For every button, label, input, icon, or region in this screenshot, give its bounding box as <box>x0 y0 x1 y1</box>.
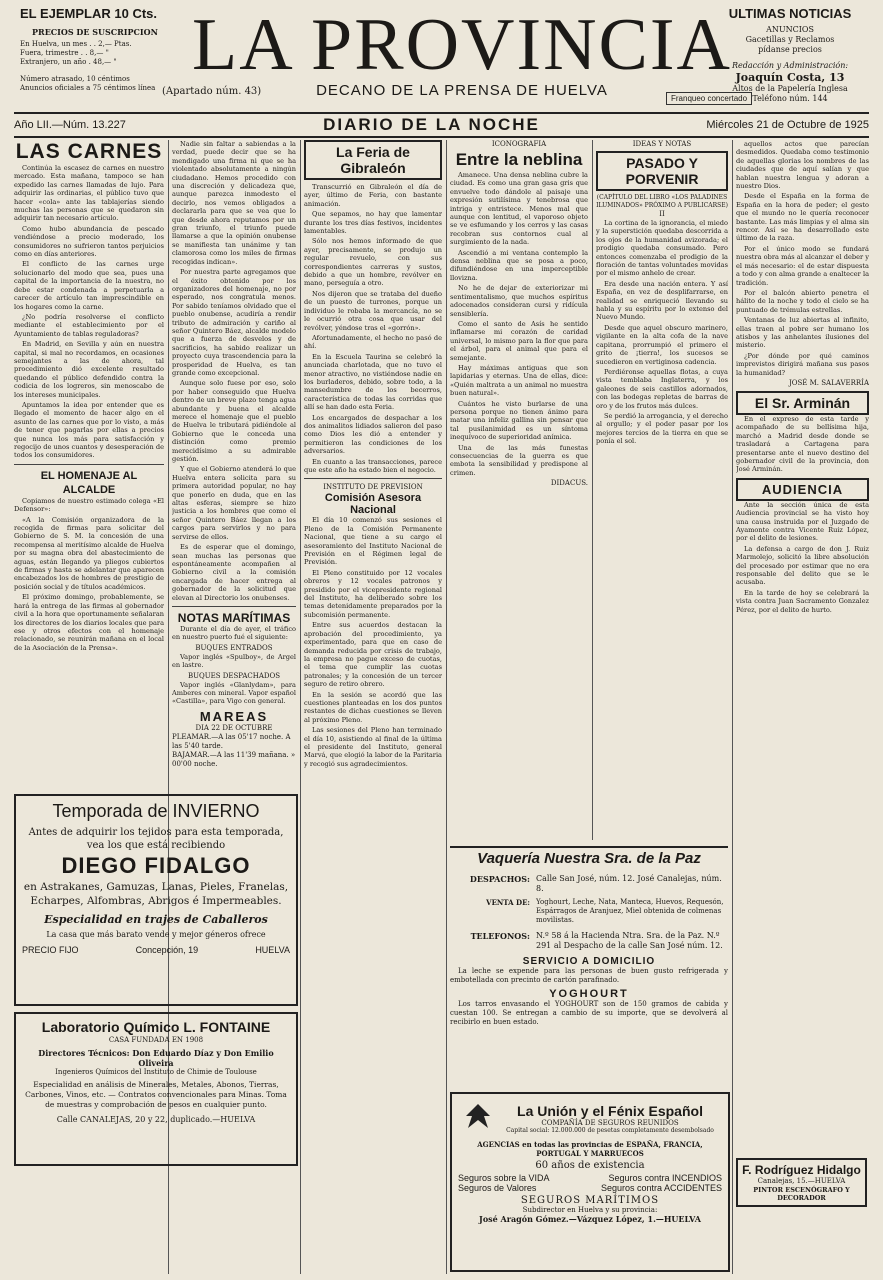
feria-headline: La Feria de Gibraleón <box>336 144 410 176</box>
yoghourt-text <box>450 1000 728 1027</box>
fontaine-directors: Directores Técnicos: Don Eduardo Díaz y Don Emilio Oliveira <box>38 1048 274 1068</box>
union-fenix-header <box>458 1098 722 1138</box>
ads-line: Gacetillas y Reclamos <box>745 35 835 44</box>
despachos-value: Calle San José, núm. 12. José Canalejas, núm. 8. <box>536 874 722 893</box>
fidalgo-price: PRECIO FIJO <box>22 945 79 955</box>
junta-article <box>304 516 442 768</box>
vaqueria-ad <box>450 846 728 1090</box>
columns <box>14 140 869 1274</box>
carnes-article <box>14 164 164 460</box>
seguro-accidentes: Seguros contra ACCIDENTES <box>600 1183 722 1193</box>
ads-price: Anuncios oficiales a 75 céntimos línea <box>20 84 156 92</box>
column-rule <box>732 140 733 1274</box>
paragraph: Cuántos he visto burlarse de una persona porque no tienen ánimo para matar una infeliz gallina sin pensar que tal pusilanimidad es un síntoma inequívoco de superioridad anímica. <box>450 399 588 442</box>
hidalgo-tagline: PINTOR ESCENÓGRAFO Y DECORADOR <box>753 1186 850 1202</box>
issue-date: Miércoles 21 de Octubre de 1925 <box>706 119 869 131</box>
pasado-note: (CAPÍTULO DEL LIBRO «LOS PALADINES ILUMINADOS» PRÓXIMO A PUBLICARSE) <box>596 194 728 209</box>
despachados-text <box>172 681 296 706</box>
fidalgo-goods: en Astrakanes, Gamuzas, Lanas, Pieles, Franelas, Echarpes, Alfombras, Abrigos é Impermeables. <box>23 881 289 907</box>
paragraph: Afortunadamente, el hecho no pasó de ahí. <box>304 333 442 351</box>
paragraph: Amanece. Una densa neblina cubre la ciudad. Es como una gran gasa gris que envuelve todo dándole al paisaje una expresión sutilísima y tenebrosa que intriga y entristece. Menos mal que aunque con lentitud, el vaporoso objeto se ve esfumando y los cerros y las casas recobran sus contornos cual al surgimiento de la nada. <box>450 171 588 247</box>
paragraph: En cuanto a las transacciones, parece que este año ha estado bien el negocio. <box>304 457 442 474</box>
paragraph: Que sepamos, no hay que lamentar durante los tres días festivos, incidentes lamentables. <box>304 210 442 236</box>
paragraph: El próximo domingo, probablemente, se hará la entrega de las firmas al gobernador civil a la hora que oportunamente señalaran los directores de los diarios locales que para ese y otros efectos con el homenaje relacionado, se reunirán mañana en el local de la Asociación de la Prensa». <box>14 593 164 652</box>
venta-label: VENTA DE: <box>486 898 530 907</box>
paragraph: En la sesión se acordó que las cuestiones planteadas en los dos puntos restantes de dichas cuestiones se lleven al próximo Pleno. <box>304 690 442 724</box>
pasado-headline: PASADO Y PORVENIR <box>625 155 699 187</box>
subscription-line: Fuera, trimestre . . 8,— " <box>20 49 109 57</box>
paragraph: El Pleno constituido por 12 vocales obreros y 12 vocales patronos y presidido por el vicepresidente regional del Instituto, ha deliberado sobre los temas detenidamente preparados por la subcomisión permanente. <box>304 568 442 619</box>
fontaine-founded: CASA FUNDADA EN 1908 <box>108 1036 204 1044</box>
masthead-right <box>715 6 865 104</box>
dateline-center: DIARIO DE LA NOCHE <box>323 115 540 134</box>
audiencia-box <box>736 478 869 501</box>
notas-intro <box>172 625 296 642</box>
entrados-heading: BUQUES ENTRADOS <box>195 643 273 652</box>
vaqueria-venta <box>450 898 728 925</box>
paragraph: En Madrid, en Sevilla y aún en nuestra capital, si mal no recordamos, en ocasiones semejantes a las de ahora, tal procedimiento dió excelente resultado quedando el público defendido contra la codicia de los logreros, sin menoscabo de los intereses municipales. <box>14 340 164 399</box>
subscription-heading: PRECIOS DE SUSCRIPCION <box>32 27 158 37</box>
paragraph: La defensa a cargo de don J. Ruiz Marmolejo, solicitó la libre absolución del procesado por estimar que no era responsable del delito que se le acusaba. <box>736 544 869 587</box>
paragraph: ¿Por dónde por qué caminos imprevistos dirigirá mañana sus pasos la humanidad? <box>736 351 869 377</box>
neblina-headline: Entre la neblina <box>455 150 583 169</box>
vaqueria-despachos <box>450 874 728 894</box>
column-5 <box>596 140 728 842</box>
paragraph: Como hubo abundancia de pescado vendiéndose a precio moderado, los consumidores no sufrieron tantos perjuicios como en días anteriores. <box>14 224 164 259</box>
carnes-headline: LAS CARNES <box>15 140 163 163</box>
union-fenix-row-2 <box>458 1183 722 1193</box>
union-fenix-row-1 <box>458 1173 722 1183</box>
paragraph: Durante el día de ayer, el tráfico en nuestro puerto fué el siguiente: <box>172 624 296 642</box>
pasado-chapter: II <box>659 210 665 218</box>
neblina-article <box>450 171 588 477</box>
paragraph: Perdiéronse aquellas flotas, a cuya vista temblaba Inglaterra, y los galeones de seis castillos adornados, con las bodegas repletas de barras de oro y de los frutos más dulces. <box>596 367 728 410</box>
divider <box>304 478 442 479</box>
homenaje-continued <box>172 140 296 602</box>
paragraph: Era desde una nación entera. Y así España, en vez de desplifarrarse, en realidad se enriqueció llevando su habla y su espíritu por lo extenso del Nuevo Mundo. <box>596 279 728 322</box>
seguro-valores: Seguros de Valores <box>458 1183 537 1193</box>
audiencia-headline: AUDIENCIA <box>761 481 844 497</box>
fidalgo-city: HUELVA <box>255 945 290 955</box>
column-3 <box>304 140 442 1274</box>
hidalgo-address: Canalejas, 15.—HUELVA <box>757 1177 846 1185</box>
fontaine-services: Especialidad en análisis de Minerales, Metales, Abonos, Tierras, Carbones, Vinos, etc. — Contratos convencionales para Minas. Toma de muestras y comprobación de pesos en cualquier punto. <box>25 1080 287 1109</box>
paragraph: Aunque solo fuese por eso, solo por haber conseguido que Huelva dentro de un breve plazo tenga agua abundante y buena el alcalde merece el homenaje que el pueblo de Huelva le tributará pidiéndole al Gobierno que le conceda una distinción como premio merecidísimo a su admirable gestión. <box>172 379 296 464</box>
vaqueria-leche <box>450 967 728 985</box>
paragraph: Copiamos de nuestro estimado colega «El Defensor»: <box>14 496 164 514</box>
column-rule <box>592 140 593 840</box>
paragraph: El conflicto de las carnes urge solucionarlo del modo que sea, pues una capital de la importancia de la nuestra, no debe estar condenada a perpetuarla a carecer de artículo tan imprescindible en los hogares como la carne. <box>14 260 164 311</box>
arminan-headline: El Sr. Arminán <box>754 394 851 411</box>
paragraph: Continúa la escasez de carnes en nuestro mercado. Esta mañana, tampoco se han expedido las carnes llamadas de lujo. Para adquirir las ordinarias, el público tuvo que hacer «cola» ante las tablajerías siendo muchas las personas que se quedaron sin adquirir tan necesario artículo. <box>14 164 164 223</box>
franqueo-stamp: Franqueo concertado <box>666 92 752 105</box>
fidalgo-cheap: La casa que más barato vende y mejor géneros ofrece <box>46 930 266 939</box>
hidalgo-ad <box>736 1158 867 1207</box>
union-fenix-years: 60 años de existencia <box>535 1160 645 1171</box>
union-fenix-agencias: AGENCIAS en todas las provincias de ESPAÑA, FRANCIA, PORTUGAL Y MARRUECOS <box>477 1140 703 1158</box>
paragraph: En la Escuela Taurina se celebró la anunciada charlotada, que no tuvo el menor atractivo, no vistiéndose nadie en los burladeros, debido, sobre todo, a la mansedumbre de los becerros, característica de todas las corridas que allí se han dado esta Feria. <box>304 352 442 412</box>
seguro-vida: Seguros sobre la VIDA <box>458 1173 550 1183</box>
fontaine-address: Calle CANALEJAS, 20 y 22, duplicado.—HUELVA <box>56 1115 256 1124</box>
paragraph: Entre sus acuerdos destacan la aprobación del procedimiento, ya experimentado, para que en caso de demanda reducida por crisis de trabajo, la empresa no pague exceso de cuotas, el tema que cumplir las cuotas patronales; y la concesión de un tercer seguro de retiro obrero. <box>304 621 442 689</box>
pasado-continued <box>736 140 869 377</box>
paragraph: Las sesiones del Pleno han terminado el día 10, asistiendo al final de la última el presidente del Instituto, general Marvá, que elogió la labor de la Paritaria y recogió sus agradecimientos. <box>304 726 442 768</box>
telephone: Teléfono núm. 144 <box>752 94 828 103</box>
homenaje-article <box>14 497 164 652</box>
paragraph: Ventanas de luz abiertas al infinito, ellas traen al pobre ser humano los atisbos y las anhelantes ilusiones del misterio. <box>736 316 869 350</box>
paragraph: Transcurrió en Gibraleón el día de ayer, último de Feria, con bastante animación. <box>304 183 442 208</box>
issue-number: Año LII.—Núm. 13.227 <box>14 119 126 131</box>
seguros-maritimos: SEGUROS MARÍTIMOS <box>520 1195 660 1206</box>
pasado-signature: JOSÉ M. SALAVERRÍA <box>788 378 869 387</box>
masthead-title-block <box>182 4 742 99</box>
paragraph: Se perdió la arrogancia, y el derecho al orgullo; y el poder pasar por los mejores tercios de la tierra en que se ponía el sol. <box>596 411 728 446</box>
paragraph: Los tarros envasando el YOGHOURT son de 150 gramos de cabida y cuestan 100. Se entregan a cambio de su importe, que se devolverá al recibirlo en buen estado. <box>450 1000 728 1026</box>
back-issue-price: Número atrasado, 10 céntimos <box>20 75 130 83</box>
instituto-heading: INSTITUTO DE PREVISION <box>323 483 423 492</box>
fidalgo-address: Concepción, 19 <box>135 945 199 955</box>
union-fenix-ad <box>450 1092 730 1272</box>
fidalgo-name: DIEGO FIDALGO <box>61 853 251 878</box>
paragraph: Apuntamos la idea por entender que es llegado el momento de hacer algo en el asunto de las carnes que por lo visto, a más de tener que pagarlas por ellas a precios que nunca los más para satisfacción y regocijo de unos cuantos y desesperación de todos los consumidores. <box>14 400 164 460</box>
address: Joaquín Costa, 13 <box>735 71 845 84</box>
telefonos-value: N.º 58 á la Hacienda Ntra. Sra. de la Paz. N.º 291 al Despacho de la calle San José núm. 12. <box>536 931 723 950</box>
hidalgo-name: F. Rodríguez Hidalgo <box>742 1163 861 1177</box>
fidalgo-footer <box>22 945 290 955</box>
paragraph: Por nuestra parte agregamos que el éxito obtenido por los organizadores del homenaje, no por esperado, nos congratula menos. Por sabido teníamos olvidado que el pueblo onubense, acudiría a rendir tributo de admiración y cariño al señor Quintero Báez, alcalde modelo que a fuerza de desvelos y de sacrificios, ha sabido realizar un proyecto cuya trascendencia para la prosperidad de Huelva, es tan grande como excepcional. <box>172 268 296 377</box>
masthead <box>14 4 869 114</box>
ads-heading: ANUNCIOS <box>766 25 814 34</box>
mareas-date: DIA 22 DE OCTUBRE <box>195 723 273 732</box>
fidalgo-ad-title: Temporada de INVIERNO <box>52 801 260 821</box>
paragraph: La leche se expende para las personas de buen gusto refrigerada y embotellada con precinto de cartón parafinado. <box>450 967 728 984</box>
yoghourt-heading: YOGHOURT <box>549 988 629 1000</box>
paragraph: El día 10 comenzó sus sesiones el Pleno de la Comisión Permanente Nacional, que tiene a su cargo el asesoramiento del Instituto Nacional de Previsión en el Régimen legal de Previsión. <box>304 516 442 567</box>
paragraph: aquellos actos que parecían desmedidos. Quedaba como testimonio de aquellas glorias los nombres de las ciudades que de aquí salían y que hablan nuestra lengua y adoran a nuestro Dios. <box>736 140 869 191</box>
feria-article <box>304 183 442 474</box>
paragraph: Y que el Gobierno atenderá lo que Huelva entera solicita para su primera autoridad popular, no hay que ponerlo en duda, que en las altas esferas, siempre se hizo justicia a los hombres que como el señor Quintero Báez llegan a los cargos para servirlos y no para servirse de ellos. <box>172 465 296 541</box>
subscription-line: Extranjero, un año . 48,— " <box>20 58 117 66</box>
paragraph: «A la Comisión organizadora de la recogida de firmas para solicitar del Gobierno de S. M. la concesión de una recompensa al meritísimo alcalde de Huelva por su magna obra del abastecimiento de aguas, están llegando ya pliegos cubiertos de firmas y hasta se adelantar que aparecen encabezados los de hombres de prestigio de posición social y de títulos académicos. <box>14 515 164 591</box>
paragraph: ¿No podría resolverse el conflicto mediante el establecimiento por el Ayuntamiento de tablas reguladoras? <box>14 312 164 338</box>
paragraph: Hay máximas antiguas que son lapidarias y eternas. Una de ellas, dice: «Quién maltrata a un animal no muestra buen natural». <box>450 363 588 398</box>
dateline <box>14 114 869 138</box>
union-fenix-title: La Unión y el Fénix Español <box>517 1102 703 1119</box>
pasado-article <box>596 219 728 446</box>
ads-line: pídanse precios <box>758 45 822 54</box>
seguro-incendios: Seguros contra INCENDIOS <box>608 1173 722 1183</box>
newspaper-subtitle: DECANO DE LA PRENSA DE HUELVA <box>316 82 608 99</box>
bajamar: BAJAMAR.—A las 11'39 mañana. » 00'00 noche. <box>172 750 296 768</box>
paragraph: No he de dejar de exteriorizar mi sentimentalismo, que muchos espíritus adocenados consideran cursi y ridícula sensiblería. <box>450 284 588 318</box>
iconografia-heading: ICONOGRAFIA <box>491 140 547 148</box>
paragraph: Ante la sección única de esta Audiencia provincial se ha visto hoy una causa instruida por el Juzgado de Ayamonte contra Vicente Ruiz López, por el delito de lesiones. <box>736 500 869 543</box>
divider <box>172 606 296 607</box>
neblina-signature: DIDACUS. <box>550 479 588 488</box>
audiencia-article <box>736 501 869 614</box>
paragraph: Por el único modo se fundará nuestra obra más al alcanzar el deber y el más necesario: el de estar dispuesta a todo y con alma grande a enaltecer la tradición. <box>736 244 869 287</box>
paragraph: Desde el España en la forma de España en la hora de peder; el gesto que el mundo no le quería reconocer bastante. Las más limpias y el alma sin rencor. Así se ha desarrollado este último de la raza. <box>736 192 869 243</box>
paragraph: Desde que aquel obscuro marinero, vigilante en la alta cofa de la nave capitana, prorrumpió el primero el grito de ¡tierra!, los sucesos se sucedieron en vertiginosa cadencia. <box>596 323 728 366</box>
entrados-text <box>172 653 296 670</box>
fidalgo-speciality: Especialidad en trajes de Caballeros <box>44 913 268 926</box>
column-6 <box>736 140 869 1274</box>
price-per-copy: EL EJEMPLAR 10 Cts. <box>20 6 158 21</box>
paragraph: En la tarde de hoy se celebrará la vista contra Juan Sacramento Gonzalez Pérez, por el delito de hurto. <box>736 588 869 614</box>
mareas-headline: MAREAS <box>199 708 269 724</box>
paragraph: Los encargados de despachar a los dos animalitos lidiados salieron del paso como Dios les dió a entender y permitieron las condiciones de los adversarios. <box>304 413 442 456</box>
homenaje-headline: EL HOMENAJE AL ALCALDE <box>40 469 138 496</box>
fidalgo-ad <box>14 794 298 1006</box>
phoenix-icon <box>458 1098 498 1138</box>
vaqueria-title: Vaquería Nuestra Sra. de la Paz <box>477 850 701 867</box>
paragraph: Ascendió a mi ventana contemplo la densa neblina que se posa a poco, difundiéndose en una imperceptible llovizna. <box>450 248 588 282</box>
venta-value: Yoghourt, Leche, Nata, Manteca, Huevos, Requesón, Espárragos de Aranjuez, Miel obtenida de colmenas movilistas. <box>536 898 724 924</box>
subdirector-name: José Aragón Gómez.—Vázquez López, 1.—HUELVA <box>479 1214 701 1224</box>
subdirector-label: Subdirector en Huelva y su provincia: <box>522 1206 658 1214</box>
fidalgo-intro: Antes de adquirir los tejidos para esta temporada, vea los que está recibiendo <box>28 827 284 851</box>
column-4 <box>450 140 588 842</box>
column-2 <box>172 140 296 790</box>
address-2: Altos de la Papelería Inglesa <box>732 84 848 93</box>
feria-box <box>304 140 442 180</box>
junta-headline: Comisión Asesora Nacional <box>324 492 422 517</box>
column-rule <box>446 140 447 1274</box>
paragraph: Nos dijeron que se trataba del dueño de un puesto de turrones, porque un individuo le robaba la mercancía, no se le ocurrió otra cosa que usar del revólver, yéndose tras el «gorrón». <box>304 289 442 332</box>
paragraph: Vapor inglés «Spulboy», de Argel en lastre. <box>172 652 296 670</box>
paragraph: Como el santo de Asís he sentido inflamarse mi corazón de caridad universal, lo mismo para la flor que para el árbol, para el animal que para el semejante. <box>450 319 588 362</box>
fontaine-ad <box>14 1012 298 1166</box>
divider <box>14 464 164 465</box>
apartado: (Apartado núm. 43) <box>162 86 262 97</box>
arminan-box <box>736 391 869 415</box>
newspaper-title: LA PROVINCIA <box>192 4 732 86</box>
despachos-label: DESPACHOS: <box>469 874 530 884</box>
arminan-article <box>736 415 869 474</box>
redaccion-label: Redacción y Administración: <box>731 61 849 70</box>
despachados-heading: BUQUES DESPACHADOS <box>187 671 281 680</box>
paragraph: Por el balcón abierto penetra el hálito de la noche y todo el cielo se ha puntuado de trémulas estrellas. <box>736 288 869 314</box>
vaqueria-telefonos <box>450 931 728 951</box>
paragraph: Nadie sin faltar a sabiendas a la verdad, puede decir que se ha mendigado una firma ni que se ha violentado absolutamente a ningún ciudadano. Hemos procedido con una discreción y delicadeza que, aunque parezca inmodesto el decirlo, nos vemos obligados a declararla para que se vea que lo que desde ahora reputamos por un gran triunfo, el triunfo puede llamarse a que la opinión onubense se manifiesta tan unánime y tan clamorosa como los miles de firmas recogidas indican». <box>172 140 296 266</box>
notas-headline: NOTAS MARÍTIMAS <box>177 610 291 625</box>
paragraph: Es de esperar que el domingo, sean muchas las personas que espontáneamente acompañen al Gobierno civil a la comisión encargada de hacer entrega al gobernador de la solicitud que elevan al Directorio los onubenses. <box>172 543 296 602</box>
pasado-box <box>596 151 728 191</box>
paragraph: Una de las más funestas consecuencias de la guerra es que embota la sensibilidad y predispone al crimen. <box>450 443 588 477</box>
servicio-domicilio: SERVICIO A DOMICILIO <box>522 956 656 967</box>
paragraph: En el expreso de esta tarde y acompañado de su bellísima hija, marchó a Madrid desde donde se trasladará a Cartagena para presentarse ante el nuevo destino del gobernador civil de la provincia, don José Arminán. <box>736 414 869 474</box>
paragraph: Vapor inglés «Glanlydam», para Amberes con mineral. Vapor español «Castilla», para Vigo con general. <box>172 680 296 706</box>
union-fenix-subtitle: COMPAÑÍA DE SEGUROS REUNIDOS <box>541 1118 679 1127</box>
column-rule <box>300 140 301 1274</box>
telefonos-label: TELEFONOS: <box>470 931 530 941</box>
paragraph: La cortina de la ignorancia, el miedo y la superstición quedaba descorrida a los ojos de la humanidad avizorada; el prodigio quedaba consumado. Pero entonces comenzaba el prodigio de la floración de tantas voluntades movidas por el mismo anhelo de crear. <box>596 219 728 278</box>
pleamar: PLEAMAR.—A las 05'17 noche. A las 5'40 tarde. <box>172 732 291 750</box>
fontaine-engineers: Ingenieros Químicos del Instituto de Chimie de Toulouse <box>55 1068 257 1076</box>
subscription-line: En Huelva, un mes . . 2,— Ptas. <box>20 40 132 48</box>
ultimas-noticias: ULTIMAS NOTICIAS <box>728 6 852 21</box>
paragraph: Sólo nos hemos informado de que ayer, precisamente, se produjo un regular revuelo, con sus correspondientes carreras y sustos, debido a que un hombre, revólver en mano, perseguía a otro. <box>304 237 442 288</box>
masthead-left <box>20 6 170 93</box>
ideas-heading: IDEAS Y NOTAS <box>632 140 692 148</box>
fontaine-title: Laboratorio Químico L. FONTAINE <box>41 1019 271 1035</box>
union-fenix-capital: Capital social: 12.000.000 de pesetas completamente desembolsado <box>506 1126 714 1134</box>
